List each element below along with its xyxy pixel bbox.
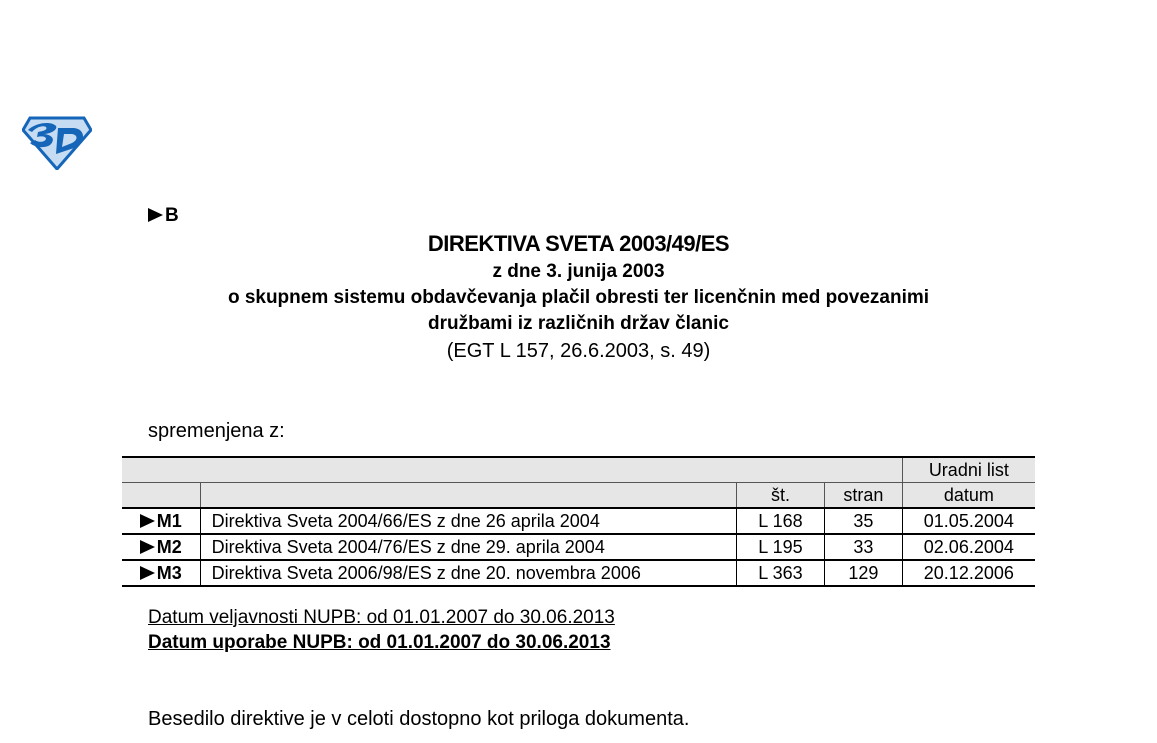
header-empty	[122, 457, 200, 483]
amendments-table	[122, 456, 1035, 587]
journal-number: L 195	[736, 534, 824, 560]
triangle-right-icon	[140, 514, 155, 528]
document-title: DIREKTIVA SVETA 2003/49/ES	[427, 231, 730, 256]
journal-number: L 168	[736, 508, 824, 534]
header-empty	[736, 457, 824, 483]
amendment-title: Direktiva Sveta 2006/98/ES z dne 20. novembra 2006	[200, 560, 736, 586]
header-empty	[122, 483, 200, 509]
header-official-journal: Uradni list	[902, 457, 1035, 483]
table-row	[122, 560, 1035, 586]
marker-label: M1	[156, 511, 182, 531]
amendment-title: Direktiva Sveta 2004/76/ES z dne 29. aprila 2004	[200, 534, 736, 560]
marker-label: M2	[156, 537, 182, 557]
document-subject-line-2: družbami iz različnih držav članic	[428, 313, 729, 334]
journal-date: 20.12.2006	[902, 560, 1035, 586]
header-page: stran	[825, 483, 903, 509]
header-empty	[825, 457, 903, 483]
document-subject-line-1: o skupnem sistemu obdavčevanja plačil obresti ter licenčnin med povezanimi	[227, 287, 930, 308]
triangle-right-icon	[140, 540, 155, 554]
document-date: z dne 3. junija 2003	[492, 261, 665, 282]
journal-page: 33	[825, 534, 903, 560]
usage-date: Datum uporabe NUPB: od 01.01.2007 do 30.06.2013	[148, 632, 611, 653]
journal-date: 02.06.2004	[902, 534, 1035, 560]
table-header-row-1	[122, 457, 1035, 483]
header-date: datum	[902, 483, 1035, 509]
header-empty	[200, 483, 736, 509]
journal-date: 01.05.2004	[902, 508, 1035, 534]
journal-page: 35	[825, 508, 903, 534]
amendment-marker[interactable]	[122, 508, 200, 534]
document-reference: (EGT L 157, 26.6.2003, s. 49)	[446, 340, 711, 362]
triangle-right-icon	[140, 566, 155, 580]
shield-logo-icon	[22, 116, 92, 170]
header-number: št.	[736, 483, 824, 509]
marker-label: M3	[156, 563, 182, 583]
amendment-title: Direktiva Sveta 2004/66/ES z dne 26 aprila 2004	[200, 508, 736, 534]
amended-by-label: spremenjena z:	[148, 420, 285, 442]
table-header-row-2	[122, 483, 1035, 509]
attachment-note: Besedilo direktive je v celoti dostopno kot priloga dokumenta.	[148, 708, 690, 730]
journal-page: 129	[825, 560, 903, 586]
amendment-marker[interactable]	[122, 560, 200, 586]
base-marker	[148, 205, 179, 227]
base-marker-label: B	[165, 205, 179, 226]
table-row	[122, 508, 1035, 534]
amendment-marker[interactable]	[122, 534, 200, 560]
triangle-right-icon	[148, 208, 163, 222]
journal-number: L 363	[736, 560, 824, 586]
validity-date: Datum veljavnosti NUPB: od 01.01.2007 do 30.06.2013	[148, 607, 615, 628]
header-empty	[200, 457, 736, 483]
table-row	[122, 534, 1035, 560]
